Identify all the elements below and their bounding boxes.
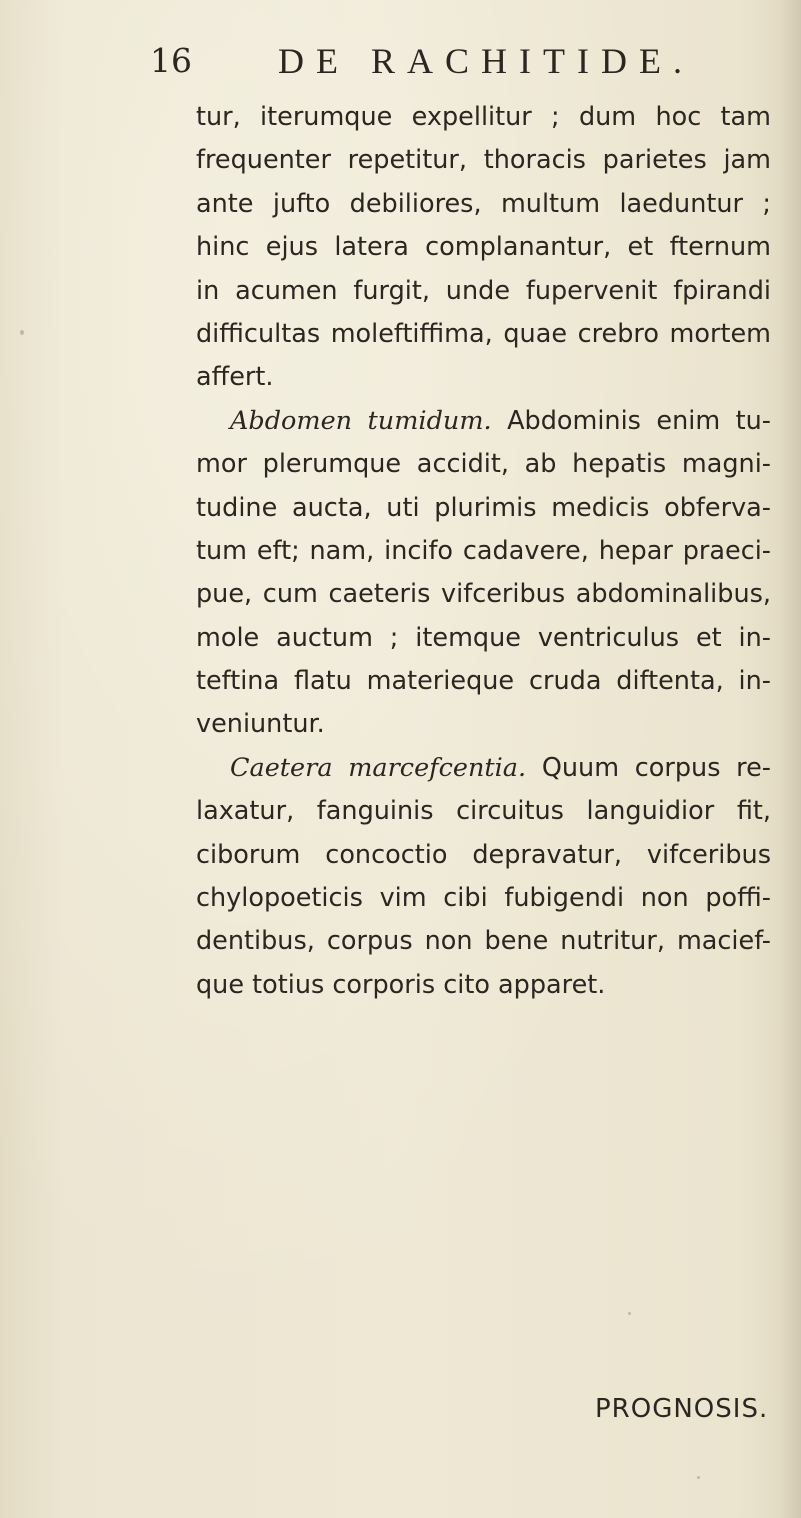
text-line: chylopoeticis vim cibi fubigendi non poffi-	[196, 883, 771, 914]
text-line: ante jufto debiliores, multum laeduntur ;	[196, 188, 771, 219]
paragraph-first-line	[196, 747, 771, 790]
text-line: dentibus, corpus non bene nutritur, macief-	[196, 926, 771, 957]
text-line: que totius corporis cito apparet.	[196, 969, 606, 1000]
text-line: veniuntur.	[196, 709, 325, 740]
text-line: hinc ejus latera complanantur, et fternum	[196, 232, 771, 263]
text-fragment: Abdominis enim tu-	[491, 405, 771, 436]
page-header	[0, 38, 801, 88]
section-heading-abdomen: Abdomen tumidum.	[230, 405, 492, 436]
paper-blemish	[20, 330, 24, 335]
text-line: frequenter repetitur, thoracis parietes jam	[196, 145, 771, 176]
page-edge-shadow	[779, 0, 801, 1518]
text-line: difficultas moleftiffima, quae crebro mortem	[196, 318, 771, 349]
running-title: DE RACHITIDE.	[278, 41, 694, 81]
paper-blemish	[697, 1476, 700, 1479]
text-line: tudine aucta, uti plurimis medicis obferva-	[196, 492, 771, 523]
paper-blemish	[628, 1312, 631, 1315]
text-line: ciborum concoctio depravatur, vifceribus	[196, 839, 771, 870]
catchword: PROGNOSIS.	[595, 1394, 769, 1424]
paragraph-first-line	[196, 400, 771, 443]
body-text	[196, 96, 771, 1007]
text-line: in acumen furgit, unde fupervenit fpirandi	[196, 275, 771, 306]
text-line: tum eft; nam, incifo cadavere, hepar praeci-	[196, 535, 771, 566]
text-line: tur, iterumque expellitur ; dum hoc tam	[196, 102, 771, 132]
text-line: affert.	[196, 362, 274, 393]
page-number: 16	[150, 41, 192, 80]
text-line: mole auctum ; itemque ventriculus et in-	[196, 622, 771, 653]
text-fragment: Quum corpus re-	[526, 752, 771, 783]
text-line: mor plerumque accidit, ab hepatis magni-	[196, 449, 771, 480]
section-heading-caetera: Caetera marcefcentia.	[230, 752, 527, 783]
text-line: teftina flatu materieque cruda diftenta, in-	[196, 666, 771, 697]
text-line: laxatur, fanguinis circuitus languidior fit,	[196, 796, 771, 827]
text-line: pue, cum caeteris vifceribus abdominalibus,	[196, 579, 771, 610]
